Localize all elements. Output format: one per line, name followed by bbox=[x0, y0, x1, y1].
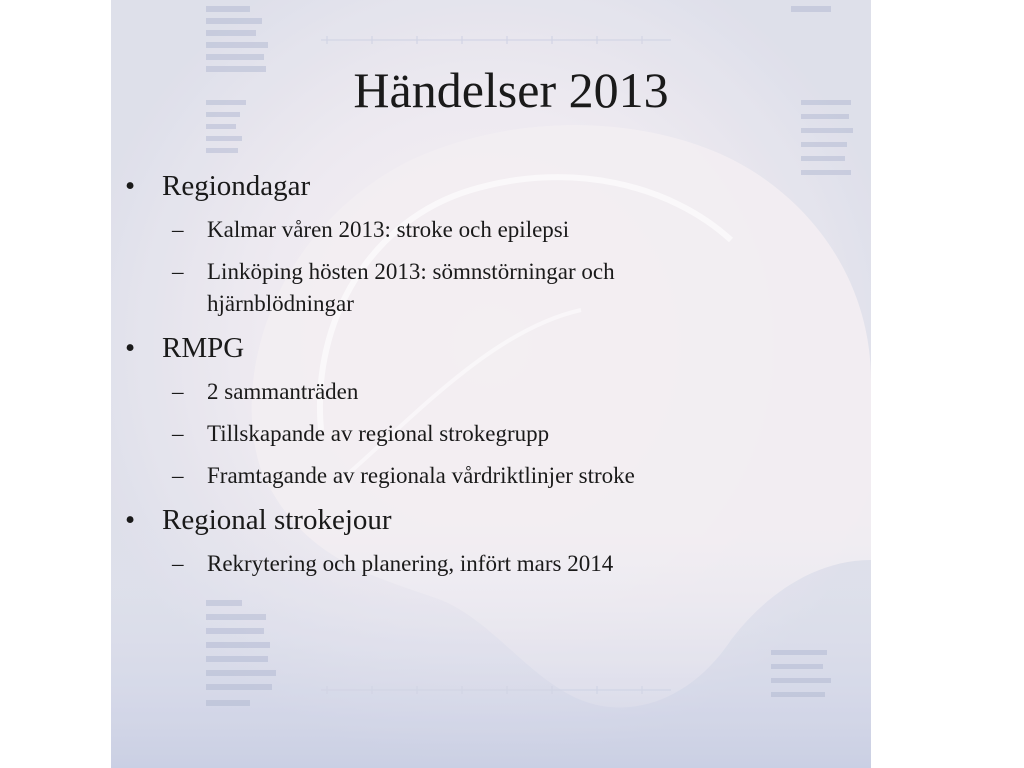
sub-bullet-label: 2 sammanträden bbox=[207, 379, 359, 404]
sub-bullet-item bbox=[125, 214, 745, 246]
dash-icon: – bbox=[172, 463, 184, 488]
bullet-label: RMPG bbox=[162, 332, 245, 364]
bullet-item-rmpg bbox=[125, 330, 745, 366]
sub-bullet-label: Linköping hösten 2013: sömnstörningar och hjärnblödningar bbox=[207, 259, 615, 316]
dash-icon: – bbox=[172, 379, 184, 404]
dash-icon: – bbox=[172, 217, 184, 242]
bullet-icon: • bbox=[125, 170, 136, 202]
sub-bullet-label: Framtagande av regionala vårdriktlinjer stroke bbox=[207, 463, 635, 488]
bullet-label: Regional strokejour bbox=[162, 504, 392, 536]
sub-bullet-item bbox=[125, 376, 745, 408]
slide-title: Händelser 2013 bbox=[353, 62, 669, 118]
sub-bullet-label: Rekrytering och planering, infört mars 2014 bbox=[207, 551, 614, 576]
bullet-label: Regiondagar bbox=[162, 170, 311, 202]
bullet-icon: • bbox=[125, 504, 136, 536]
dash-icon: – bbox=[172, 259, 184, 284]
sub-bullet-label: Tillskapande av regional strokegrupp bbox=[207, 421, 550, 446]
bullet-icon: • bbox=[125, 332, 136, 364]
sub-bullet-label: Kalmar våren 2013: stroke och epilepsi bbox=[207, 217, 570, 242]
bullet-item-regiondagar bbox=[125, 168, 745, 204]
sub-bullet-item bbox=[125, 256, 745, 320]
dash-icon: – bbox=[172, 551, 184, 576]
slide-content bbox=[125, 168, 745, 590]
sub-bullet-item bbox=[125, 418, 745, 450]
sub-bullet-item bbox=[125, 548, 745, 580]
bullet-item-regional-strokejour bbox=[125, 502, 745, 538]
sub-bullet-item bbox=[125, 460, 745, 492]
dash-icon: – bbox=[172, 421, 184, 446]
